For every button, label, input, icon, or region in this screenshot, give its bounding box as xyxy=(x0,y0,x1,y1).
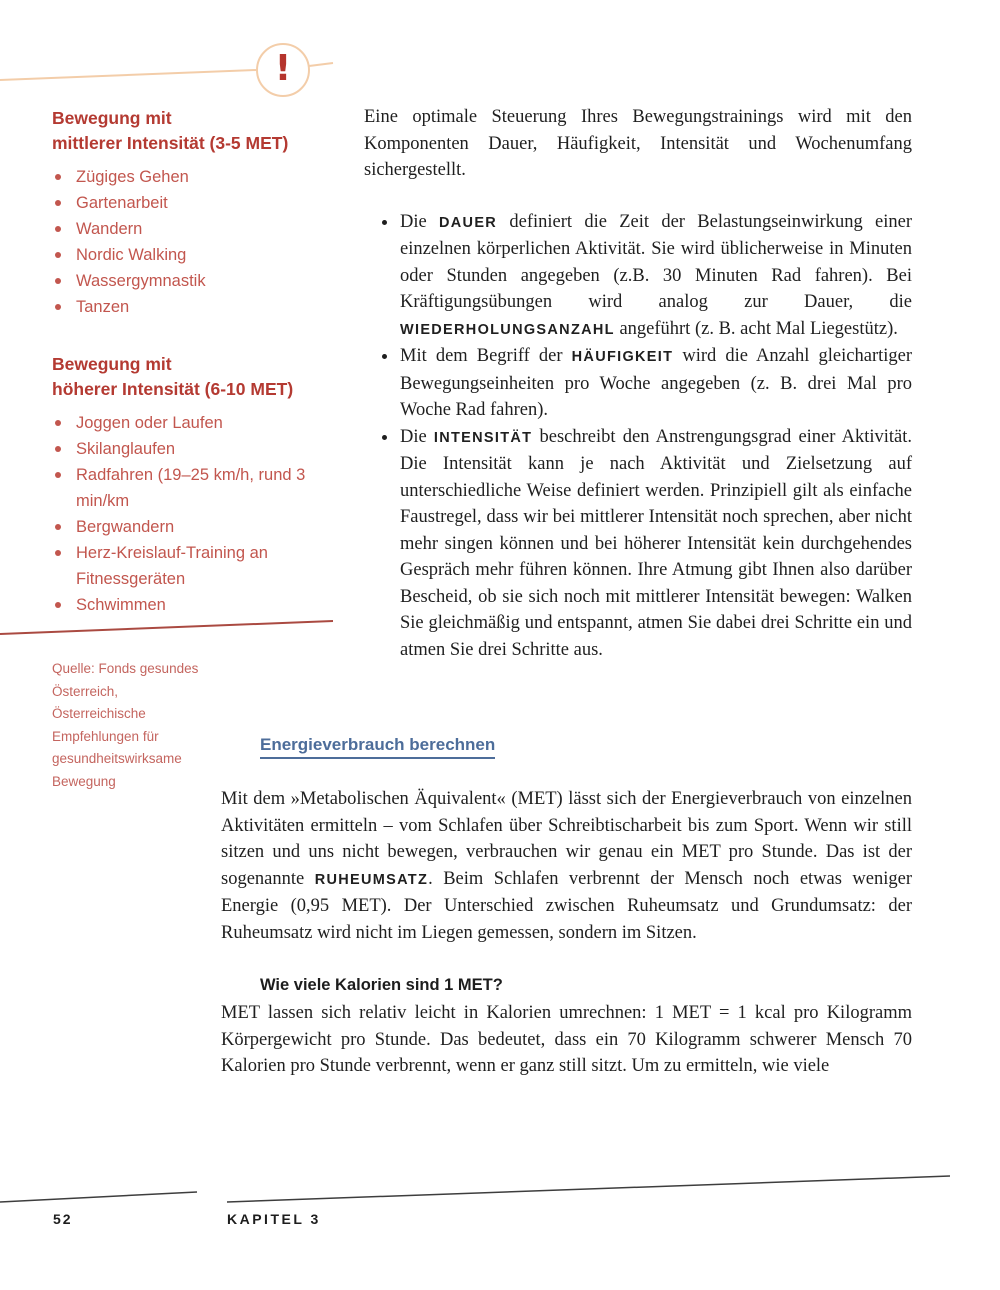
page-number: 52 xyxy=(53,1211,73,1227)
title-line: Bewegung mit xyxy=(52,354,172,374)
text-segment: . Beim Schlafen verbrennt der Mensch noch etwas weniger Energie (0,95 MET). Der Unterschied zwischen Ruheumsatz und Grundumsatz: der Ruheumsatz wird nicht im Liegen gemessen, sondern im Sitzen. xyxy=(221,868,912,943)
medium-intensity-title xyxy=(52,106,344,156)
list-item xyxy=(52,216,344,242)
list-item-label: Radfahren (19–25 km/h, rund 3 min/km xyxy=(76,466,306,510)
medium-intensity-box xyxy=(52,106,344,320)
bullet-paragraph-haeufigkeit xyxy=(364,343,912,424)
list-item-label: Wandern xyxy=(76,220,143,238)
title-line: mittlerer Intensität (3-5 MET) xyxy=(52,133,289,153)
keyword-smallcaps: WIEDERHOLUNGSANZAHL xyxy=(400,321,615,338)
footer-rule-left xyxy=(0,1192,197,1202)
peach-rule-left xyxy=(0,70,256,80)
list-item-label: Gartenarbeit xyxy=(76,194,168,212)
bullet-icon xyxy=(55,446,61,452)
bullet-icon xyxy=(55,278,61,284)
medium-intensity-list xyxy=(52,164,344,320)
main-text-lower xyxy=(221,786,912,1080)
bullet-icon xyxy=(55,252,61,258)
text-segment: Die xyxy=(400,426,434,447)
bullet-icon xyxy=(55,602,61,608)
list-item-label: Zügiges Gehen xyxy=(76,168,189,186)
red-divider-line xyxy=(0,621,333,634)
text-segment: Die xyxy=(400,211,440,232)
bullet-icon xyxy=(55,550,61,556)
list-item xyxy=(52,462,344,514)
list-item-label: Nordic Walking xyxy=(76,246,187,264)
keyword-smallcaps: INTENSITÄT xyxy=(433,429,533,446)
list-item-label: Wassergymnastik xyxy=(76,272,206,290)
list-item xyxy=(52,514,344,540)
text-segment: wird die Anzahl gleichartiger Bewegungseinheiten pro Woche angegeben (z. B. drei Mal pro Woche Rad fahren). xyxy=(400,346,913,420)
energy-calculation-link[interactable]: Energieverbrauch berechnen xyxy=(260,735,495,759)
warning-badge xyxy=(256,43,310,97)
list-item xyxy=(52,540,344,592)
bullet-paragraph-intensitaet xyxy=(364,424,912,664)
text-segment: Mit dem »Metabolischen Äquivalent« (MET) lässt sich der Energieverbrauch von einzelnen Aktivitäten ermitteln – vom Schlafen über Schreibtischarbeit bis zum Sport. Wenn wir still sitzen und uns nicht bewegen, verbrauchen wir genau ein MET pro Stunde. Das ist der sogenannte xyxy=(221,789,912,889)
intro-paragraph: Eine optimale Steuerung Ihres Bewegungstrainings wird mit den Komponenten Dauer, Häufigkeit, Intensität und Wochenumfang sichergestellt. xyxy=(364,107,912,180)
list-item-label: Bergwandern xyxy=(76,518,175,536)
bullet-icon xyxy=(55,472,61,478)
keyword-smallcaps: DAUER xyxy=(439,214,498,231)
list-item xyxy=(52,436,344,462)
list-item-label: Herz-Kreislauf-Training an Fitnessgeräten xyxy=(76,544,268,588)
keyword-smallcaps: HÄUFIGKEIT xyxy=(571,349,674,365)
sidebar-activity-lists xyxy=(52,106,344,618)
bullet-icon xyxy=(55,174,61,180)
list-item-label: Joggen oder Laufen xyxy=(76,414,223,432)
bullet-paragraph-dauer xyxy=(364,209,912,344)
footer-rule-main xyxy=(227,1176,950,1202)
bullet-icon xyxy=(55,420,61,426)
keyword-smallcaps: RUHEUMSATZ xyxy=(314,871,429,888)
higher-intensity-list xyxy=(52,410,344,618)
list-item xyxy=(52,410,344,436)
bullet-icon xyxy=(55,524,61,530)
list-item-label: Tanzen xyxy=(76,298,130,316)
list-item xyxy=(52,242,344,268)
list-item-label: Skilanglaufen xyxy=(76,440,176,458)
peach-rule-right xyxy=(309,63,333,66)
higher-intensity-box xyxy=(52,352,344,618)
text-segment: beschreibt den Anstrengungsgrad einer Aktivität. Die Intensität kann je nach Aktivität und Zielsetzung auf unterschiedliche Weise definiert werden. Prinzipiell gilt als einfache Faustregel, dass wir bei mittlerer Intensität noch sprechen, aber nicht mehr singen können und bei höherer Intensität kein durchgehendes Gespräch mehr führen können. Ihre Atmung gibt Ihnen also darüber Bescheid, ob sie sich noch mit mittlerer Intensität bewegen: Walken Sie gleichmäßig und entspannt, atmen Sie dabei drei Schritte ein und atmen Sie drei Schritte aus. xyxy=(400,426,912,660)
higher-intensity-title xyxy=(52,352,344,402)
list-item xyxy=(52,268,344,294)
source-note: Quelle: Fonds gesundes Österreich, Österreichische Empfehlungen für gesundheitswirksame Bewegung xyxy=(52,661,199,789)
bullet-icon xyxy=(55,304,61,310)
list-item xyxy=(52,164,344,190)
definition-bullet-list xyxy=(364,209,912,664)
kcal-paragraph: MET lassen sich relativ leicht in Kalorien umrechnen: 1 MET = 1 kcal pro Kilogramm Körpergewicht pro Stunde. Das bedeutet, dass ein 70 Kilogramm schwerer Mensch 70 Kalorien pro Stunde verbrennt, wenn er ganz still sitzt. Um zu ermitteln, wie viele xyxy=(221,1003,912,1076)
list-item xyxy=(52,190,344,216)
title-line: höherer Intensität (6-10 MET) xyxy=(52,379,294,399)
text-segment: definiert die Zeit der Belastungseinwirkung einer einzelnen körperlichen Aktivität. Sie wird üblicherweise in Minuten oder Stunden angegeben (z.B. 30 Minuten Rad fahren). Bei Kräftigungsübungen wird analog zur Dauer, die xyxy=(400,211,912,312)
exclamation-icon: ! xyxy=(274,48,292,89)
kalorien-subheading: Wie viele Kalorien sind 1 MET? xyxy=(260,976,503,994)
met-paragraph xyxy=(221,786,912,946)
title-line: Bewegung mit xyxy=(52,108,172,128)
list-item-label: Schwimmen xyxy=(76,596,166,614)
text-segment: angeführt (z. B. acht Mal Liegestütz). xyxy=(614,318,898,339)
list-item xyxy=(52,294,344,320)
text-segment: Mit dem Begriff der xyxy=(400,346,572,366)
bullet-icon xyxy=(55,200,61,206)
list-item xyxy=(52,592,344,618)
bullet-icon xyxy=(55,226,61,232)
main-text-upper xyxy=(364,104,912,663)
chapter-label: KAPITEL 3 xyxy=(227,1211,321,1227)
